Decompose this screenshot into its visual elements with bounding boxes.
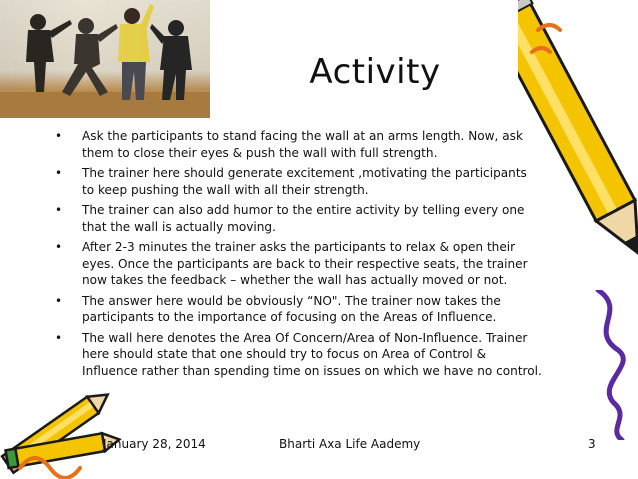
bullet-marker: • — [55, 129, 63, 143]
bullet-marker: • — [55, 203, 63, 217]
page-number: 3 — [588, 437, 596, 451]
bullet-item — [52, 293, 542, 326]
bullet-item — [52, 128, 542, 161]
bullet-item — [52, 165, 542, 198]
bullet-text: After 2-3 minutes the trainer asks the participants to relax & open their eyes. Once the participants are back to their respective seats, the trainer now takes the feedback – whether the wall has actually moved or not. — [82, 240, 528, 287]
bullet-text: Ask the participants to stand facing the wall at an arms length. Now, ask them to close their eyes & push the wall with full strength. — [82, 129, 523, 160]
bullet-list — [52, 128, 542, 383]
bullet-marker: • — [55, 166, 63, 180]
bullet-item — [52, 239, 542, 289]
photo-people-pushing-wall — [0, 0, 210, 118]
bullet-marker: • — [55, 330, 63, 345]
bullet-item — [52, 202, 542, 235]
bullet-item — [52, 330, 542, 380]
bullet-text: The wall here denotes the Area Of Concern/Area of Non-Influence. Trainer here should state that one should try to focus on Area of Control & Influence rather than spending time on issues on which we have no control. — [82, 330, 542, 378]
footer-organization: Bharti Axa Life Aademy — [279, 437, 421, 451]
bullet-marker: • — [55, 240, 63, 254]
footer-date: January 28, 2014 — [103, 437, 206, 451]
bullet-text: The answer here would be obviously “NO". The trainer now takes the participants to the importance of focusing on the Areas of Influence. — [82, 293, 501, 324]
slide-title: Activity — [309, 52, 441, 92]
bullet-marker: • — [55, 293, 63, 308]
squiggle-decoration-icon — [588, 290, 636, 440]
pencils-icon-small — [0, 378, 130, 479]
bullet-text: The trainer can also add humor to the entire activity by telling every one that the wall is actually moving. — [82, 203, 525, 234]
bullet-text: The trainer here should generate excitement ,motivating the participants to keep pushing the wall with all their strength. — [82, 166, 527, 197]
